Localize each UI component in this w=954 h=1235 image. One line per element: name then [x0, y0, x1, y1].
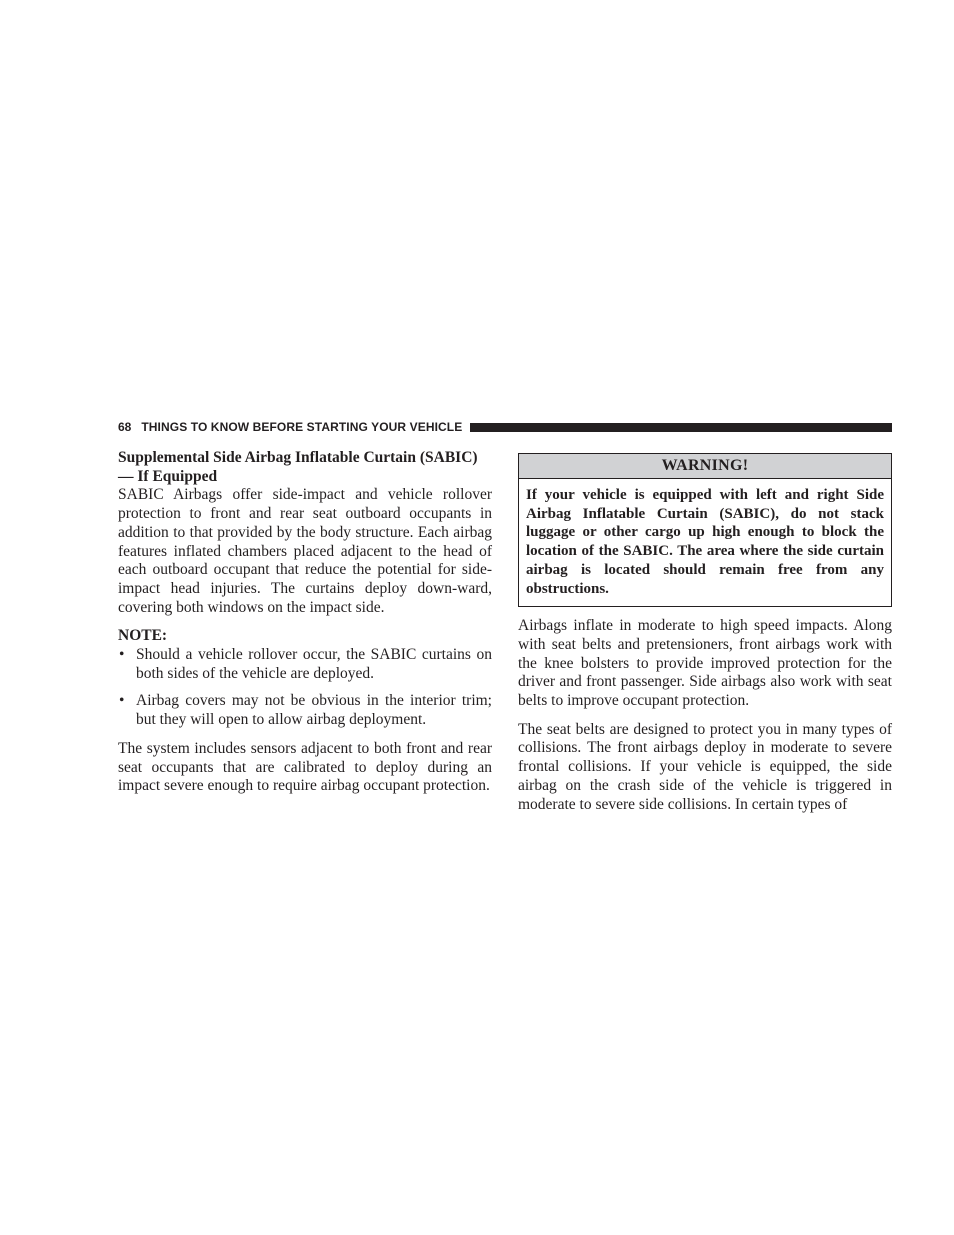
warning-box: [518, 453, 892, 607]
bullet-icon: •: [119, 692, 125, 710]
section-heading: Supplemental Side Airbag Inflatable Curtain (SABIC) — If Equipped: [118, 449, 478, 485]
airbag-inflation-paragraph: Airbags inflate in moderate to high speed impacts. Along with seat belts and pretensioners, front airbags work with the knee bolsters to provide improved protection for the driver and front passenger. Side airbags also work with seat belts to improve occupant protection.: [518, 617, 892, 710]
list-item-text: Should a vehicle rollover occur, the SABIC curtains on both sides of the vehicle are deployed.: [136, 646, 492, 682]
page-header: [118, 419, 892, 435]
left-column: [118, 449, 492, 806]
bullet-icon: •: [119, 646, 125, 664]
warning-body: If your vehicle is equipped with left and right Side Airbag Inflatable Curtain (SABIC), do not stack luggage or other cargo up high enough to block the location of the SABIC. The area where the side curtain airbag is located should remain free from any obstructions.: [526, 487, 884, 597]
right-column: [518, 449, 892, 824]
list-item: [118, 646, 492, 683]
closing-paragraph: The system includes sensors adjacent to both front and rear seat occupants that are calibrated to deploy during an impact severe enough to require airbag occupant protection.: [118, 739, 492, 795]
page-number: 68: [118, 420, 132, 434]
intro-paragraph: SABIC Airbags offer side-impact and vehicle rollover protection to front and rear seat outboard occupants in addition to that provided by the body structure. Each airbag features inflated chambers placed adjacent to the head of each outboard occupant that reduce the potential for side-impact head injuries. The curtains deploy down-ward, covering both windows on the impact side.: [118, 486, 492, 616]
note-list: [118, 646, 492, 730]
note-label: NOTE:: [118, 627, 168, 645]
list-item: [118, 692, 492, 729]
header-rule: [470, 423, 892, 432]
warning-title: WARNING!: [519, 454, 891, 479]
chapter-title: THINGS TO KNOW BEFORE STARTING YOUR VEHICLE: [141, 420, 463, 434]
list-item-text: Airbag covers may not be obvious in the interior trim; but they will open to allow airbag deployment.: [136, 692, 492, 729]
seat-belt-paragraph: The seat belts are designed to protect you in many types of collisions. The front airbags deploy in moderate to severe frontal collisions. If your vehicle is equipped, the side airbag on the crash side of the vehicle is triggered in moderate to severe side collisions. In certain types of: [518, 720, 892, 813]
